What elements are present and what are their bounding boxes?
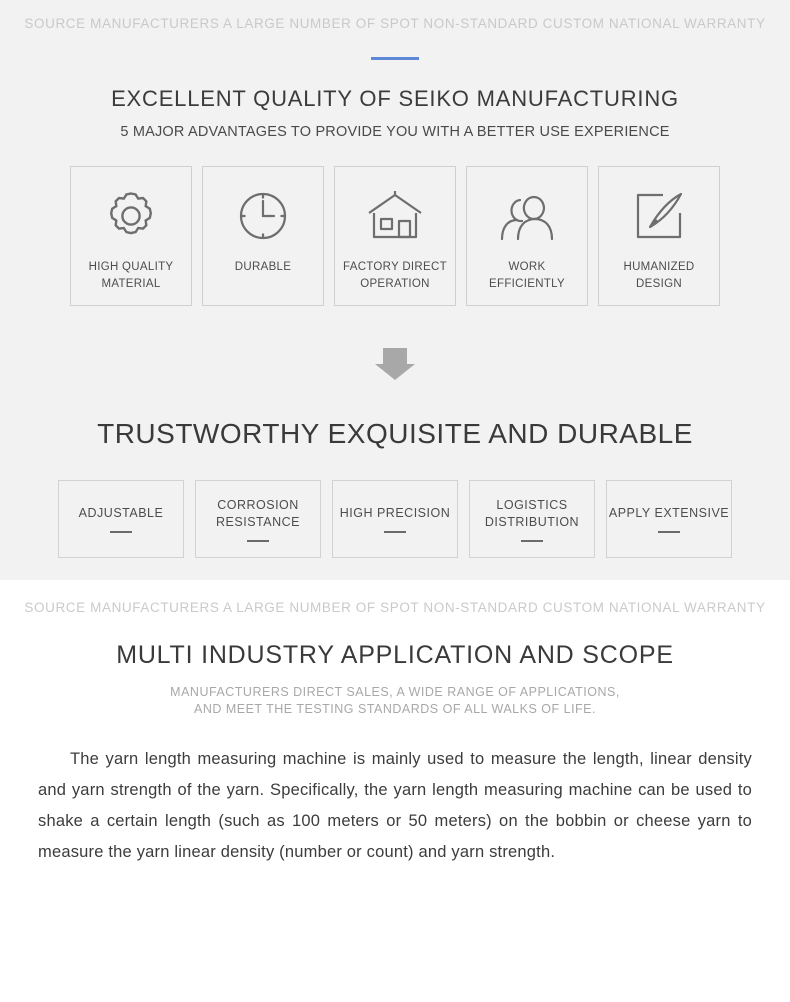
advantage-card-label: FACTORY DIRECT OPERATION [343, 261, 447, 290]
feature-tag-list [0, 480, 790, 558]
advantage-card [70, 166, 192, 306]
tag-underline [658, 531, 680, 533]
page-title: EXCELLENT QUALITY OF SEIKO MANUFACTURING [111, 86, 679, 111]
top-banner-text: SOURCE MANUFACTURERS A LARGE NUMBER OF SPOT NON-STANDARD CUSTOM NATIONAL WARRANTY [24, 16, 766, 31]
advantage-card-label: HUMANIZED DESIGN [623, 261, 695, 290]
feature-tag [332, 480, 458, 558]
feature-tag [195, 480, 321, 558]
trust-title: TRUSTWORTHY EXQUISITE AND DURABLE [97, 418, 693, 449]
tag-underline [521, 540, 543, 542]
factory-house-icon [363, 185, 427, 247]
second-banner-text: SOURCE MANUFACTURERS A LARGE NUMBER OF SPOT NON-STANDARD CUSTOM NATIONAL WARRANTY [24, 600, 766, 615]
clock-icon [234, 185, 292, 247]
advantage-card-list [0, 166, 790, 306]
accent-divider [371, 57, 419, 60]
feature-tag-label: LOGISTICS DISTRIBUTION [484, 497, 580, 529]
feature-tag-label: APPLY EXTENSIVE [608, 506, 730, 520]
feature-tag [606, 480, 732, 558]
tag-underline [384, 531, 406, 533]
application-subtitle-line-1: MANUFACTURERS DIRECT SALES, A WIDE RANGE OF APPLICATIONS, [170, 685, 620, 699]
advantage-card-label: WORK EFFICIENTLY [489, 261, 565, 290]
page-subtitle: 5 MAJOR ADVANTAGES TO PROVIDE YOU WITH A BETTER USE EXPERIENCE [120, 124, 670, 140]
pen-design-icon [630, 185, 688, 247]
feature-tag [469, 480, 595, 558]
advantage-card-label: HIGH QUALITY MATERIAL [88, 261, 174, 290]
advantage-card [598, 166, 720, 306]
application-subtitle-line-2: AND MEET THE TESTING STANDARDS OF ALL WALKS OF LIFE. [193, 702, 596, 716]
application-title: MULTI INDUSTRY APPLICATION AND SCOPE [116, 641, 674, 669]
advantage-card [466, 166, 588, 306]
advantage-card-label: DURABLE [234, 261, 292, 273]
body-paragraph: The yarn length measuring machine is mainly used to measure the length, linear density and yarn strength of the yarn. Specifically, the yarn length measuring machine can be used to shake a certain length (such as 100 meters or 50 meters) on the bobbin or cheese yarn to measure the yarn linear density (number or count) and yarn strength. [38, 750, 752, 861]
tag-underline [110, 531, 132, 533]
feature-tag-label: HIGH PRECISION [339, 506, 451, 520]
feature-tag [58, 480, 184, 558]
down-arrow-icon [0, 346, 790, 382]
advantage-card [202, 166, 324, 306]
advantage-card [334, 166, 456, 306]
two-people-icon [494, 185, 560, 247]
gear-icon [102, 185, 160, 247]
application-section [0, 580, 790, 868]
application-subtitle [0, 684, 790, 718]
tag-underline [247, 540, 269, 542]
feature-tag-label: CORROSION RESISTANCE [216, 497, 300, 529]
feature-tag-label: ADJUSTABLE [78, 506, 164, 520]
